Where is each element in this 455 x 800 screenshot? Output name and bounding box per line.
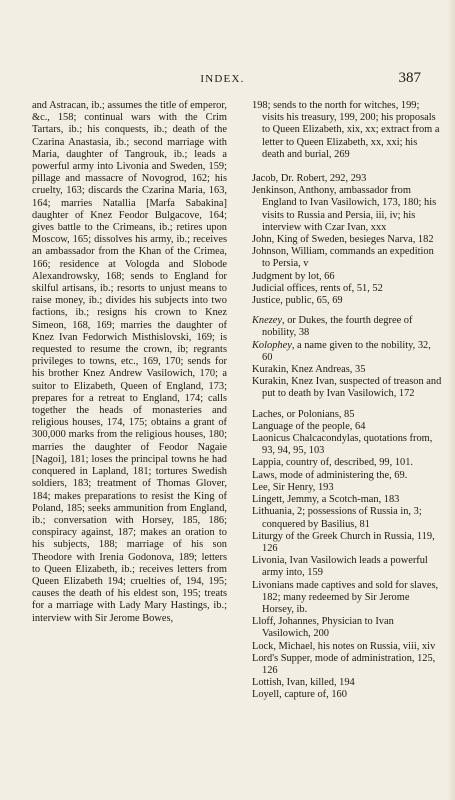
index-entry: Knezey, or Dukes, the fourth degree of nobility, 38 (252, 315, 413, 339)
index-entry-continuation: 198; sends to the north for witches, 199; visits his treasury, 199, 200; his proposals to Queen Elizabeth, xix, xx; extract from a letter to Queen Elizabeth, xx, xxi; his death and burial, 269 (252, 100, 440, 160)
index-entry: Lappia, country of, described, 99, 101. (252, 457, 414, 469)
index-group-k (252, 315, 442, 400)
index-entry: Lock, Michael, his notes on Russia, viii, xiv (252, 640, 436, 652)
group-separator (252, 161, 442, 173)
index-entry: Lloff, Johannes, Physician to Ivan Vasilowich, 200 (252, 616, 394, 640)
index-entry: Lithuania, 2; possessions of Russia in, 3; conquered by Basilius, 81 (252, 506, 422, 530)
index-entry: Lingett, Jemmy, a Scotch-man, 183 (252, 494, 400, 506)
right-column (252, 100, 442, 702)
index-entry: Kolophey, a name given to the nobility, 32, 60 (252, 339, 431, 363)
index-entry: Laonicus Chalcacondylas, quotations from, 93, 94, 95, 103 (252, 433, 433, 457)
index-entry: Liturgy of the Greek Church in Russia, 119, 126 (252, 530, 435, 554)
index-entry: Kurakin, Knez Andreas, 35 (252, 364, 366, 376)
index-entry: Kurakin, Knez Ivan, suspected of treason and put to death by Ivan Vasilowich, 172 (252, 376, 442, 400)
index-entry: Livonians made captives and sold for slaves, 182; many redeemed by Sir Jerome Horsey, ib. (252, 579, 439, 615)
page-edge-shadow (447, 0, 455, 800)
index-group-j (252, 173, 442, 307)
index-entry: Livonia, Ivan Vasilowich leads a powerful army into, 159 (252, 555, 428, 579)
index-entry: Judgment by lot, 66 (252, 270, 335, 282)
left-column (32, 100, 227, 625)
page-number: 387 (398, 70, 421, 86)
running-header (24, 70, 421, 90)
index-entry: John, King of Sweden, besieges Narva, 182 (252, 234, 434, 246)
index-entry: Lee, Sir Henry, 193 (252, 481, 334, 493)
index-entry: Jenkinson, Anthony, ambassador from England to Ivan Vasilowich, 173, 180; his visits to Russia and Persia, iii, iv; his interview with Czar Ivan, xxx (252, 185, 437, 233)
index-entry: Language of the people, 64 (252, 420, 366, 432)
index-entry: Jacob, Dr. Robert, 292, 293 (252, 173, 367, 185)
index-entry: Justice, public, 65, 69 (252, 295, 343, 307)
index-entry: Loyell, capture of, 160 (252, 689, 347, 701)
index-entry: Laws, mode of administering the, 69. (252, 469, 408, 481)
index-entry: Lottish, Ivan, killed, 194 (252, 677, 355, 689)
index-entry-continuation: and Astracan, ib.; assumes the title of emperor, &c., 158; continual wars with the Crim Tartars, ib.; his conquests, ib.; death of the Czarina Anastasia, ib.; second marriage with Maria, daughter of Tangrouk, ib.; leads a powerful army into Livonia and Sweden, 159; pillage and massacre of Novogrod, 162; his cruelty, 163; discards the Czarina Maria, 163, 164; marries Natallia [Marfa Sabakina] daughter of Knez Feodor Bulgacove, 164; gives battle to the Crimeans, ib.; retires upon Moscow, 165; dissolves his army, ib.; receives an ambassador from the Khan of the Crimea, 166; residence at Vologda and Slobode Alexandrowsky, 168; sends to England for skilful artisans, ib.; resorts to unjust means to raise money, ib.; divides his subjects into two factions, ib.; resigns his crown to Knez Simeon, 168, 169; marries the daughter of Knez Ivan Fedorwich Misthislovski, 169; is requested to resume the crown, ib; regrants privileges to towns, etc., 169, 170; sends for his brother Knez Andrew Vasilowich, 170; a suitor to Elizabeth, Queen of England, 173; prepares for a retreat to England, 174; calls together the heads of monasteries and religious houses, 174, 175; obtains a grant of 300,000 marks from the religious houses, 180; marries the daughter of Feodor Nagaie [Nagoi], 181; loses the principal towns he had conquered in Lapland, 181; tortures Swedish soldiers, 183; treatment of Thomas Glover, 184; makes preparations to resist the King of Poland, 185; seeks ammunition from England, ib.; conversation with Horsey, 185, 186; conspiracy against, 187; makes an oration to his subjects, 188; marriage of his son Theodore with Irenia Godonova, 189; letters to Queen Elizabeth, ib.; receives letters from Queen Elizabeth 194; cruelties of, 194, 195; causes the death of his eldest son, 195; treats for a marriage with Lady Mary Hastings, ib.; interview with Sir Jerome Bowes, (32, 100, 227, 624)
index-entry: Lord's Supper, mode of administration, 125, 126 (252, 652, 436, 676)
group-separator (252, 401, 442, 409)
index-group-l (252, 409, 442, 702)
index-entry: Judicial offices, rents of, 51, 52 (252, 282, 383, 294)
index-entry: Johnson, William, commands an expedition to Persia, v (252, 246, 434, 270)
group-separator (252, 307, 442, 315)
index-entry: Laches, or Polonians, 85 (252, 408, 355, 420)
header-title: INDEX. (200, 73, 245, 85)
